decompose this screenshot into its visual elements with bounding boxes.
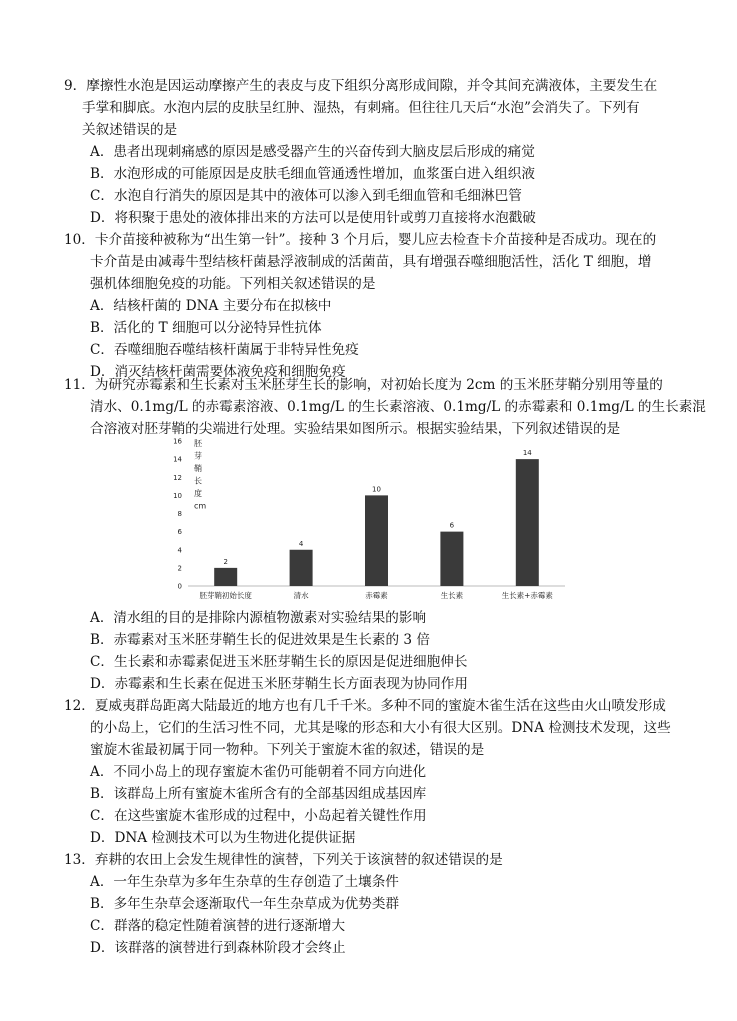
q13-stem-line-1: 13．弃耕的农田上会发生规律性的演替，下列关于该演替的叙述错误的是: [64, 852, 503, 868]
x-tick-label-0: 胚芽鞘初始长度: [199, 591, 252, 600]
q11-option-c: C．生长素和赤霉素促进玉米胚芽鞘生长的原因是促进细胞伸长: [90, 654, 468, 670]
q10-stem-line-1: 10．卡介苗接种被称为“出生第一针”。接种 3 个月后，婴儿应去检查卡介苗接种是否成功。现在的: [64, 232, 657, 248]
q10-option-c: C．吞噬细胞吞噬结核杆菌属于非特异性免疫: [90, 342, 359, 358]
bar-1: [290, 550, 313, 586]
q12-stem-line-3: 蜜旋木雀最初属于同一物种。下列关于蜜旋木雀的叙述，错误的是: [90, 742, 485, 758]
y-tick-label-10: 10: [173, 491, 182, 500]
q10-option-d: D．消灭结核杆菌需要体液免疫和细胞免疫: [90, 364, 346, 380]
bar-value-label-2: 10: [372, 485, 381, 494]
bar-4: [516, 459, 539, 586]
y-tick-label-16: 16: [173, 437, 182, 446]
bar-value-label-0: 2: [223, 557, 228, 566]
q12-option-a: A．不同小岛上的现存蜜旋木雀仍可能朝着不同方向进化: [90, 764, 427, 780]
q12-option-c: C．在这些蜜旋木雀形成的过程中，小岛起着关键性作用: [90, 808, 427, 824]
y-tick-label-8: 8: [177, 510, 182, 518]
x-tick-label-3: 生长素: [440, 591, 464, 600]
q10-option-a: A．结核杆菌的 DNA 主要分布在拟核中: [90, 298, 332, 314]
y-tick-label-6: 6: [177, 528, 182, 537]
x-tick-label-4: 生长素+赤霉素: [501, 591, 553, 600]
chart-svg: [170, 435, 570, 605]
y-tick-label-14: 14: [173, 455, 182, 464]
y-tick-label-12: 12: [173, 473, 182, 482]
y-axis-label-char-4: 度: [194, 489, 202, 498]
y-axis-label-char-5: cm: [194, 501, 207, 511]
q10-stem-line-2: 卡介苗是由减毒牛型结核杆菌悬浮液制成的活菌苗，具有增强吞噬细胞活性，活化 T 细胞，增: [90, 254, 652, 270]
bar-2: [365, 495, 388, 586]
bar-0: [214, 568, 237, 586]
q9-option-c: C．水泡自行消失的原因是其中的液体可以渗入到毛细血管和毛细淋巴管: [90, 188, 522, 204]
y-tick-label-2: 2: [177, 564, 182, 573]
y-axis-label-char-3: 长: [194, 476, 202, 486]
x-tick-label-1: 清水: [293, 591, 309, 600]
y-axis-label-char-0: 胚: [194, 439, 202, 448]
q11-option-d: D．赤霉素和生长素在促进玉米胚芽鞘生长方面表现为协同作用: [90, 676, 468, 692]
q9-stem-line-1: 9．摩擦性水泡是因运动摩擦产生的表皮与皮下组织分离形成间隙，并令其间充满液体，主要发生在: [64, 78, 658, 94]
q12-option-b: B．该群岛上所有蜜旋木雀所含有的全部基因组成基因库: [90, 786, 427, 802]
q12-option-d: D．DNA 检测技术可以为生物进化提供证据: [90, 830, 356, 846]
bar-value-label-4: 14: [522, 449, 532, 458]
y-tick-label-4: 4: [177, 546, 182, 555]
x-tick-label-2: 赤霉素: [365, 591, 388, 600]
q11-option-a: A．清水组的目的是排除内源植物激素对实验结果的影响: [90, 610, 427, 626]
y-axis-label-char-2: 鞘: [194, 464, 202, 473]
q11-stem-line-1: 11．为研究赤霉素和生长素对玉米胚芽生长的影响，对初始长度为 2cm 的玉米胚芽鞘分别用等量的: [64, 377, 663, 393]
bar-value-label-1: 4: [298, 539, 304, 548]
q11-bar-chart: [170, 435, 570, 605]
q9-stem-line-3: 关叙述错误的是: [82, 122, 178, 138]
bar-3: [440, 532, 463, 586]
q12-stem-line-2: 的小岛上，它们的生活习性不同，尤其是喙的形态和大小有很大区别。DNA 检测技术发现，这些: [90, 720, 671, 736]
q10-option-b: B．活化的 T 细胞可以分泌特异性抗体: [90, 320, 322, 336]
q11-stem-line-2: 清水、0.1mg/L 的赤霉素溶液、0.1mg/L 的生长素溶液、0.1mg/L 的赤霉素和 0.1mg/L 的生长素混: [90, 399, 706, 415]
q13-option-b: B．多年生杂草会逐渐取代一年生杂草成为优势类群: [90, 896, 400, 912]
q12-stem-line-1: 12．夏威夷群岛距离大陆最近的地方也有几千千米。多种不同的蜜旋木雀生活在这些由火山喷发形成: [64, 698, 666, 714]
q9-option-b: B．水泡形成的可能原因是皮肤毛细血管通透性增加，血浆蛋白进入组织液: [90, 166, 535, 182]
q13-option-c: C．群落的稳定性随着演替的进行逐渐增大: [90, 918, 346, 934]
q10-stem-line-3: 强机体细胞免疫的功能。下列相关叙述错误的是: [90, 276, 376, 292]
q11-option-b: B．赤霉素对玉米胚芽鞘生长的促进效果是生长素的 3 倍: [90, 632, 430, 648]
bar-value-label-3: 6: [449, 521, 455, 530]
q9-option-a: A．患者出现刺痛感的原因是感受器产生的兴奋传到大脑皮层后形成的痛觉: [90, 144, 535, 160]
q9-stem-line-2: 手掌和脚底。水泡内层的皮肤呈红肿、湿热，有刺痛。但往往几天后“水泡”会消失了。下列有: [82, 100, 640, 116]
y-tick-label-0: 0: [177, 582, 182, 591]
q9-option-d: D．将积聚于患处的液体排出来的方法可以是使用针或剪刀直接将水泡戳破: [90, 210, 536, 226]
q13-option-d: D．该群落的演替进行到森林阶段才会终止: [90, 940, 346, 956]
q13-option-a: A．一年生杂草为多年生杂草的生存创造了土壤条件: [90, 874, 399, 890]
y-axis-label-char-1: 芽: [194, 451, 202, 461]
q11-stem-line-3: 合溶液对胚芽鞘的尖端进行处理。实验结果如图所示。根据实验结果，下列叙述错误的是: [90, 421, 621, 437]
